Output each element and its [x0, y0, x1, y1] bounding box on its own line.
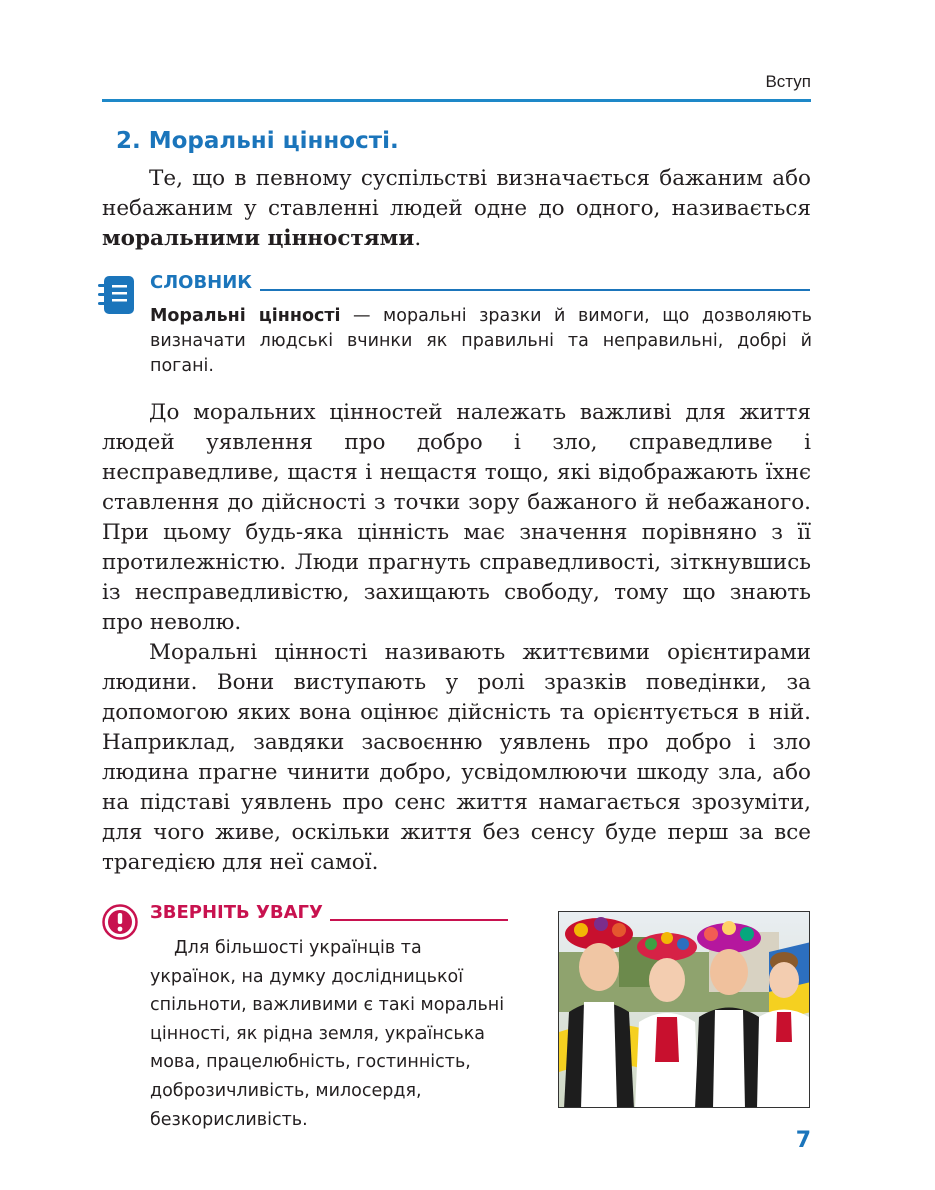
photo-illustration	[559, 912, 810, 1108]
intro-text-after: .	[414, 226, 422, 251]
exclamation-icon	[102, 904, 138, 940]
attention-title: ЗВЕРНІТЬ УВАГУ	[150, 902, 323, 923]
dictionary-definition-block	[150, 304, 812, 379]
intro-term: моральними цінностями	[102, 226, 415, 251]
intro-text-before: Те, що в певному суспільстві визначається бажаним або небажаним у ставленні людей одне до одного, називається	[102, 166, 811, 221]
dictionary-term: Моральні цінності	[150, 306, 341, 326]
children-in-traditional-costume-photo	[558, 911, 810, 1108]
dictionary-definition: — моральні зразки й вимоги, що дозволяють визначати людські вчинки як правильні та неправильні, добрі й погані.	[150, 306, 812, 376]
header-rule	[102, 99, 811, 102]
body-text	[102, 398, 811, 878]
page-number: 7	[795, 1128, 811, 1153]
body-paragraph-2: Моральні цінності називають життєвими орієнтирами людини. Вони виступають у ролі зразків поведінки, за допомогою яких вона оцінює дійсність та орієнтується в ній. Наприклад, завдяки засвоєнню уявлень про добро і зло людина прагне чинити добро, усвідомлюючи шкоду зла, або на підставі уявлень про сенс життя намагається зрозуміти, для чого живе, оскільки життя без сенсу буде перш за все трагедією для неї самої.	[102, 640, 811, 875]
body-paragraph-1: До моральних цінностей належать важливі для життя людей уявлення про добро і зло, справедливе і несправедливе, щастя і нещастя тощо, які відображають їхнє ставлення до дійсності з точки зору бажаного й небажаного. При цьому будь-яка цінність має значення порівняно з її протилежністю. Люди прагнуть справедливості, зіткнувшись із несправедливістю, захищають свободу, тому що знають про неволю.	[102, 400, 811, 635]
notebook-icon	[98, 275, 136, 315]
section-title: 2. Моральні цінності.	[116, 128, 399, 154]
attention-text: Для більшості українців та українок, на думку дослідницької спільноти, важливими є такі моральні цінності, як рідна земля, українська мова, працелюбність, гостинність, доброзичливість, милосердя, безкорисливість.	[150, 938, 505, 1130]
dictionary-rule	[260, 289, 810, 291]
header-section-label: Вступ	[765, 72, 811, 91]
intro-paragraph	[102, 164, 811, 254]
dictionary-title: СЛОВНИК	[150, 272, 253, 293]
attention-rule	[330, 919, 508, 921]
